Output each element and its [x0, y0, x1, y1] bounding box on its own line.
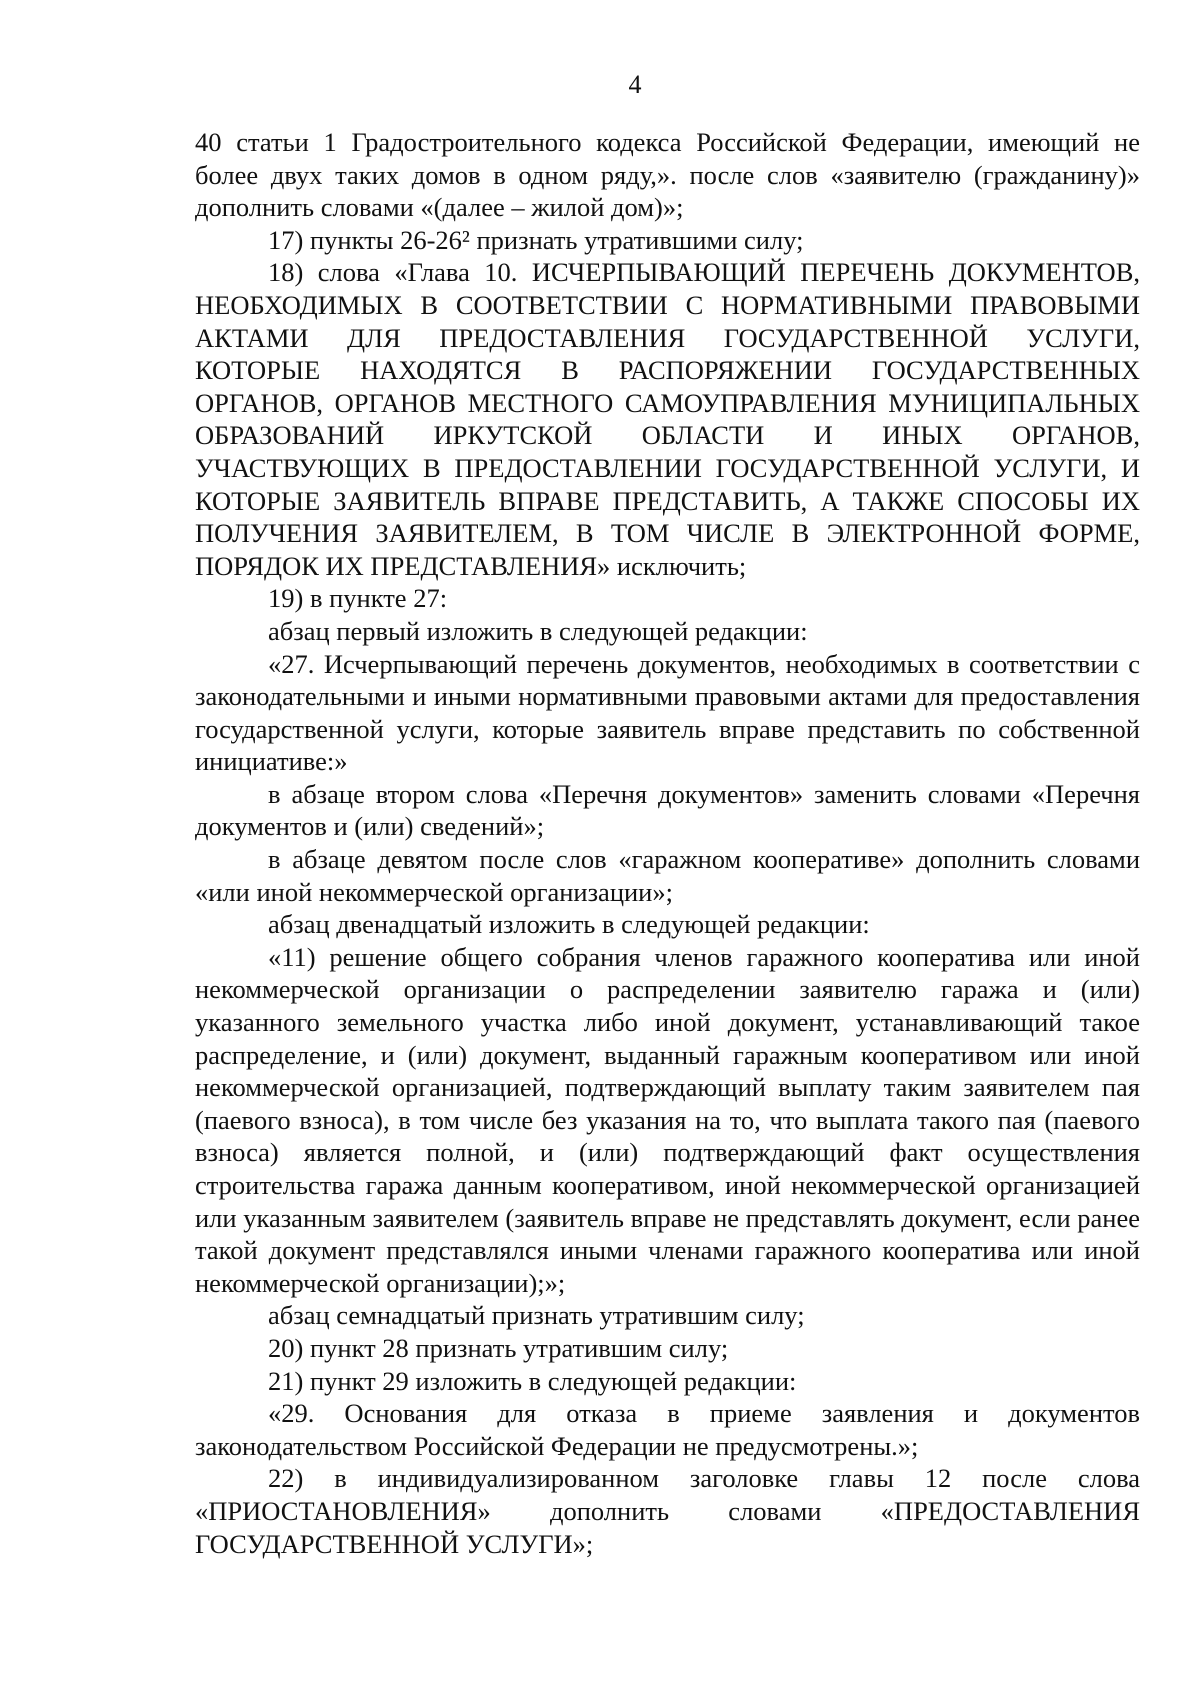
paragraph-item-29-text: «29. Основания для отказа в приеме заявления и документов законодательством Российской Федерации не предусмотрены.»; — [195, 1398, 1140, 1461]
document-body — [195, 126, 1140, 1560]
paragraph-item-22: 22) в индивидуализированном заголовке главы 12 после слова «ПРИОСТАНОВЛЕНИЯ» дополнить словами «ПРЕДОСТАВЛЕНИЯ ГОСУДАРСТВЕННОЙ УСЛУГИ»; — [195, 1463, 1140, 1559]
paragraph-item-20: 20) пункт 28 признать утратившим силу; — [268, 1332, 729, 1363]
page-number: 4 — [628, 70, 642, 99]
paragraph-item-11-text: «11) решение общего собрания членов гаражного кооператива или иной некоммерческой организации о распределении заявителю гаража и (или) указанного земельного участка либо иной документ, устанавливающий такое распределение, и (или) документ, выданный гаражным кооперативом или иной некоммерческой организацией, подтверждающий выплату таким заявителем пая (паевого взноса), в том числе без указания на то, что выплата такого пая (паевого взноса) является полной, и (или) подтверждающий факт осуществления строительства гаража данным кооперативом, иной некоммерческой организацией или указанным заявителем (заявитель вправе не представлять документ, если ранее такой документ представлялся иными членами гаражного кооператива или иной некоммерческой организации);»; — [195, 941, 1140, 1298]
paragraph-item-19: 19) в пункте 27: — [268, 583, 448, 614]
paragraph-item-27-text: «27. Исчерпывающий перечень документов, необходимых в соответствии с законодательными и иными нормативными правовыми актами для предоставления государственной услуги, которые заявитель вправе представить по собственной инициативе:» — [195, 648, 1140, 777]
paragraph-abzac-12: абзац двенадцатый изложить в следующей редакции: — [268, 909, 870, 940]
paragraph-item-21: 21) пункт 29 изложить в следующей редакции: — [268, 1365, 797, 1396]
paragraph-abzac-17: абзац семнадцатый признать утратившим силу; — [268, 1300, 805, 1331]
paragraph-abzac-2: в абзаце втором слова «Перечня документов» заменить словами «Перечня документов и (или) сведений»; — [195, 778, 1140, 842]
paragraph-item-19-abzac-1: абзац первый изложить в следующей редакции: — [268, 615, 808, 646]
paragraph-abzac-9: в абзаце девятом после слов «гаражном кооперативе» дополнить словами «или иной некоммерческой организации»; — [195, 844, 1140, 907]
paragraph-continuation: 40 статьи 1 Градостроительного кодекса Российской Федерации, имеющий не более двух таких домов в одном ряду,». после слов «заявителю (гражданину)» дополнить словами «(далее – жилой дом)»; — [195, 127, 1140, 223]
paragraph-item-18: 18) слова «Глава 10. ИСЧЕРПЫВАЮЩИЙ ПЕРЕЧЕНЬ ДОКУМЕНТОВ, НЕОБХОДИМЫХ В СООТВЕТСТВИИ С НОРМАТИВНЫМИ ПРАВОВЫМИ АКТАМИ ДЛЯ ПРЕДОСТАВЛЕНИЯ ГОСУДАРСТВЕННОЙ УСЛУГИ, КОТОРЫЕ НАХОДЯТСЯ В РАСПОРЯЖЕНИИ ГОСУДАРСТВЕННЫХ ОРГАНОВ, ОРГАНОВ МЕСТНОГО САМОУПРАВЛЕНИЯ МУНИЦИПАЛЬНЫХ ОБРАЗОВАНИЙ ИРКУТСКОЙ ОБЛАСТИ И ИНЫХ ОРГАНОВ, УЧАСТВУЮЩИХ В ПРЕДОСТАВЛЕНИИ ГОСУДАРСТВЕННОЙ УСЛУГИ, И КОТОРЫЕ ЗАЯВИТЕЛЬ ВПРАВЕ ПРЕДСТАВИТЬ, А ТАКЖЕ СПОСОБЫ ИХ ПОЛУЧЕНИЯ ЗАЯВИТЕЛЕМ, В ТОМ ЧИСЛЕ В ЭЛЕКТРОННОЙ ФОРМЕ, ПОРЯДОК ИХ ПРЕДСТАВЛЕНИЯ» исключить; — [195, 257, 1140, 581]
paragraph-item-17: 17) пункты 26-26² признать утратившими силу; — [268, 224, 804, 255]
